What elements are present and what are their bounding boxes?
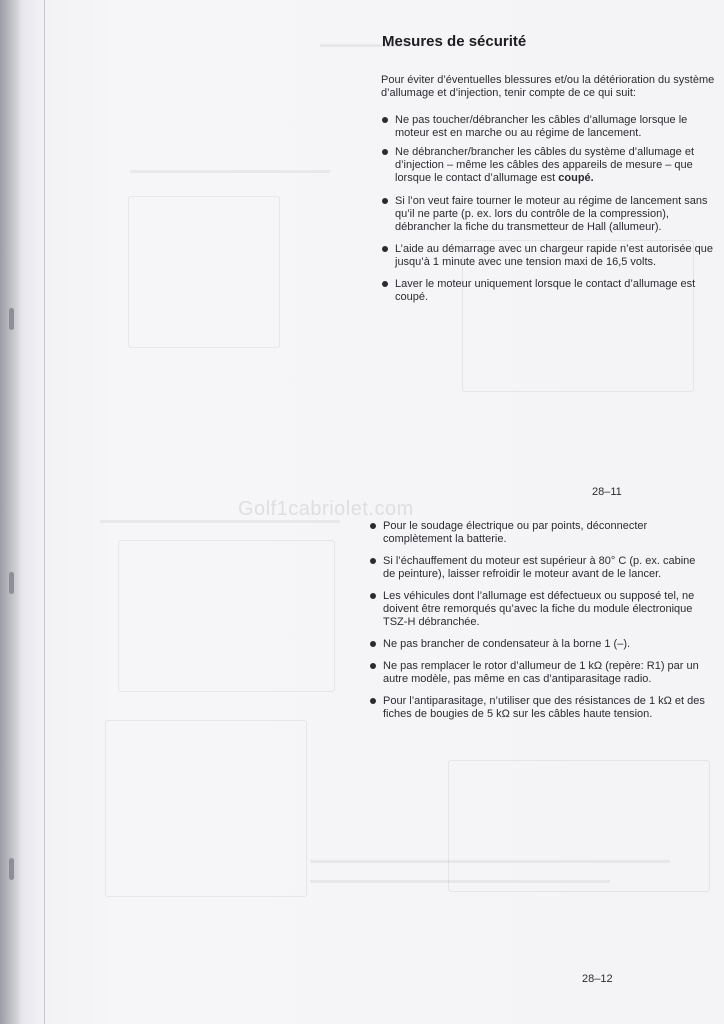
list-item [370, 660, 710, 686]
show-through-figure [448, 760, 710, 892]
page-number: 28–11 [592, 486, 622, 498]
list-item [382, 114, 722, 140]
list-item [382, 278, 722, 304]
list-item [382, 243, 722, 269]
list-item-text: Si l’on veut faire tourner le moteur au régime de lancement sans qu’il ne parte (p. ex. lors du contrôle de la compression), débrancher la fiche du transmetteur de Hall (allumeur). [395, 195, 708, 233]
bullet-dot [382, 149, 388, 155]
bullet-dot [370, 558, 376, 564]
intro-paragraph: Pour éviter d’éventuelles blessures et/ou la détérioration du système d’allumage et d’injection, tenir compte de ce qui suit: [381, 74, 715, 99]
watermark: Golf1cabriolet.com [238, 498, 414, 520]
bullet-dot [382, 117, 388, 123]
list-item-text: Ne pas toucher/débrancher les câbles d’allumage lorsque le moteur est en marche ou au régime de lancement. [395, 114, 688, 139]
show-through-text [130, 170, 330, 173]
list-item-text: Ne pas brancher de condensateur à la borne 1 (–). [383, 638, 631, 650]
bullet-dot [382, 198, 388, 204]
list-item-text: Ne pas remplacer le rotor d’allumeur de 1 kΩ (repère: R1) par un autre modèle, pas même en cas d’antiparasitage radio. [383, 660, 699, 685]
list-item [370, 590, 710, 629]
list-item [370, 695, 710, 721]
list-item-text: Ne débrancher/brancher les câbles du système d’allumage et d’injection – même les câbles des appareils de mesure – que lorsque le contact d’allumage est [395, 146, 694, 184]
page-number: 28–12 [582, 973, 613, 985]
show-through-text [310, 880, 610, 883]
list-item [370, 520, 710, 546]
list-item [382, 195, 722, 234]
list-item-text: Pour le soudage électrique ou par points, déconnecter complètement la batterie. [383, 520, 648, 545]
show-through-figure [128, 196, 280, 348]
bullet-dot [370, 523, 376, 529]
show-through-figure [105, 720, 307, 897]
bullet-dot [382, 281, 388, 287]
show-through-figure [118, 540, 335, 692]
safety-list-top [382, 114, 722, 304]
list-item [370, 555, 710, 581]
list-item-text: Si l’échauffement du moteur est supérieur à 80° C (p. ex. cabine de peinture), laisser refroidir le moteur avant de le lancer. [383, 555, 696, 580]
list-item-text: Les véhicules dont l’allumage est défectueux ou supposé tel, ne doivent être remorqués qu’avec la fiche du module électronique TSZ-H débranchée. [383, 590, 695, 628]
bullet-dot [370, 698, 376, 704]
list-item-emphasis: coupé. [558, 172, 594, 184]
bullet-dot [370, 663, 376, 669]
list-item-text: Laver le moteur uniquement lorsque le contact d’allumage est coupé. [395, 278, 696, 303]
binder-hole [9, 572, 14, 594]
binder-hole [9, 308, 14, 330]
list-item [370, 638, 710, 651]
bullet-dot [382, 246, 388, 252]
bullet-dot [370, 593, 376, 599]
page-crease [44, 0, 45, 1024]
bullet-dot [370, 641, 376, 647]
show-through-text [310, 860, 670, 863]
list-item [382, 146, 722, 185]
list-item-text: Pour l’antiparasitage, n’utiliser que des résistances de 1 kΩ et des fiches de bougies de 5 kΩ sur les câbles haute tension. [383, 695, 705, 720]
list-item-text: L’aide au démarrage avec un chargeur rapide n’est autorisée que jusqu’à 1 minute avec une tension maxi de 16,5 volts. [395, 243, 713, 268]
safety-list-bottom [370, 520, 710, 721]
section-title: Mesures de sécurité [382, 33, 527, 50]
binder-hole [9, 858, 14, 880]
